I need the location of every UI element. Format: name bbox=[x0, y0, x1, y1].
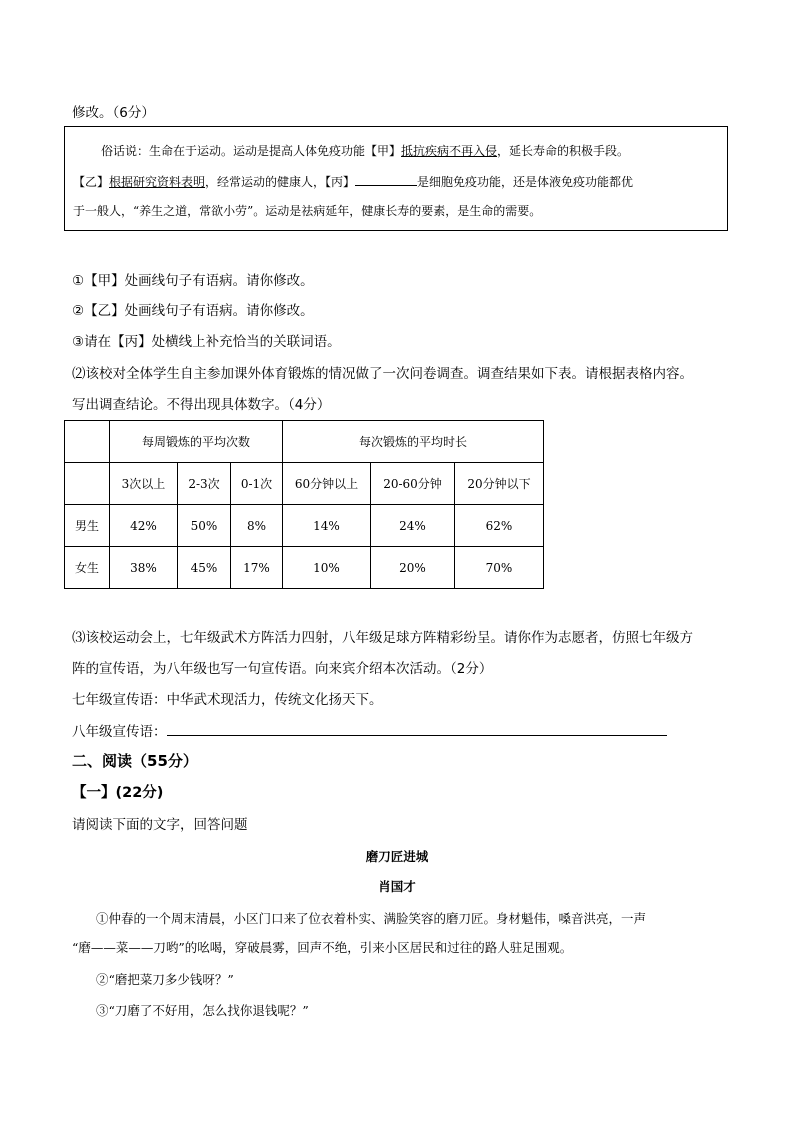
slogan-question-line-2: 阵的宣传语，为八年级也写一句宣传语。向来宾介绍本次活动。（2分） bbox=[72, 661, 493, 677]
question-survey-line-1: ⑵该校对全体学生自主参加课外体育锻炼的情况做了一次问卷调查。调查结果如下表。请根据表格内容。 bbox=[72, 366, 693, 382]
table-cell: 20% bbox=[371, 547, 455, 589]
table-cell: 17% bbox=[231, 547, 283, 589]
table-row-girls bbox=[65, 547, 544, 589]
passage-blank-bing[interactable] bbox=[355, 173, 417, 186]
passage-line-2-post: 是细胞免疫功能，还是体液免疫功能都优 bbox=[417, 175, 634, 189]
table-group-header-duration: 每次锻炼的平均时长 bbox=[283, 421, 544, 463]
table-cell: 42% bbox=[110, 505, 178, 547]
table-subheader: 0-1次 bbox=[231, 463, 283, 505]
table-cell: 62% bbox=[455, 505, 544, 547]
grade8-slogan-row bbox=[72, 721, 667, 742]
table-cell: 45% bbox=[178, 547, 231, 589]
grade8-slogan-label: 八年级宣传语： bbox=[72, 724, 167, 740]
table-subheader-row bbox=[65, 463, 544, 505]
table-row-label: 女生 bbox=[65, 547, 110, 589]
slogan-question-line-1: ⑶该校运动会上，七年级武术方阵活力四射，八年级足球方阵精彩纷呈。请你作为志愿者，仿照七年级方 bbox=[72, 630, 693, 646]
passage-box bbox=[64, 126, 728, 231]
passage-line-2 bbox=[73, 173, 633, 190]
passage-line-1-pre: 俗话说：生命在于运动。运动是提高人体免疫功能【甲】 bbox=[101, 144, 402, 158]
table-cell: 14% bbox=[283, 505, 371, 547]
table-subheader: 3次以上 bbox=[110, 463, 178, 505]
survey-table bbox=[64, 420, 544, 589]
passage-line-1 bbox=[101, 143, 629, 159]
question-survey-line-2: 写出调查结论。不得出现具体数字。（4分） bbox=[72, 397, 331, 413]
table-empty-cell bbox=[65, 463, 110, 505]
table-group-header-row bbox=[65, 421, 544, 463]
table-row-boys bbox=[65, 505, 544, 547]
passage-line-1-post: ，延长寿命的积极手段。 bbox=[497, 144, 630, 158]
reading-instruction: 请阅读下面的文字，回答问题 bbox=[72, 817, 248, 833]
story-paragraph-3: ③“刀磨了不好用，怎么找你退钱呢？” bbox=[96, 1003, 309, 1018]
header-line: 修改。（6分） bbox=[72, 105, 155, 121]
story-paragraph-2: ②“磨把菜刀多少钱呀？” bbox=[96, 972, 234, 987]
table-subheader: 20分钟以下 bbox=[455, 463, 544, 505]
table-cell: 10% bbox=[283, 547, 371, 589]
question-2: ②【乙】处画线句子有语病。请你修改。 bbox=[72, 303, 314, 319]
passage-line-3: 于一般人，“养生之道，常欲小劳”。运动是祛病延年，健康长寿的要素，是生命的需要。 bbox=[73, 204, 542, 218]
table-row-label: 男生 bbox=[65, 505, 110, 547]
table-subheader: 60分钟以上 bbox=[283, 463, 371, 505]
grade7-slogan: 七年级宣传语：中华武术现活力，传统文化扬天下。 bbox=[72, 692, 383, 708]
table-cell: 70% bbox=[455, 547, 544, 589]
story-title: 磨刀匠进城 bbox=[365, 849, 429, 864]
story-paragraph-1-line-2: “磨——菜——刀哟”的吆喝，穿破晨雾，回声不绝，引来小区居民和过往的路人驻足围观。 bbox=[72, 940, 573, 955]
story-paragraph-1-line-1: ①仲春的一个周末清晨，小区门口来了位衣着朴实、满脸笑容的磨刀匠。身材魁伟，嗓音洪亮，一声 bbox=[96, 911, 647, 926]
question-3: ③请在【丙】处横线上补充恰当的关联词语。 bbox=[72, 334, 341, 350]
table-subheader: 2-3次 bbox=[178, 463, 231, 505]
section2-title: 二、阅读（55分） bbox=[72, 752, 198, 770]
grade8-slogan-answer-line[interactable] bbox=[167, 721, 667, 736]
table-corner-cell bbox=[65, 421, 110, 463]
story-author: 肖国才 bbox=[378, 879, 416, 894]
passage-underlined-jia: 抵抗疾病不再入侵 bbox=[401, 144, 498, 158]
table-cell: 8% bbox=[231, 505, 283, 547]
section2-subtitle: 【一】(22分) bbox=[72, 785, 164, 801]
table-cell: 24% bbox=[371, 505, 455, 547]
question-1: ①【甲】处画线句子有语病。请你修改。 bbox=[72, 273, 314, 289]
table-cell: 38% bbox=[110, 547, 178, 589]
passage-line-2-mid: ，经常运动的健康人，【丙】 bbox=[205, 175, 356, 189]
table-subheader: 20-60分钟 bbox=[371, 463, 455, 505]
passage-tag-yi: 【乙】 bbox=[73, 175, 110, 189]
table-cell: 50% bbox=[178, 505, 231, 547]
passage-underlined-yi: 根据研究资料表明 bbox=[109, 175, 206, 189]
table-group-header-frequency: 每周锻炼的平均次数 bbox=[110, 421, 283, 463]
